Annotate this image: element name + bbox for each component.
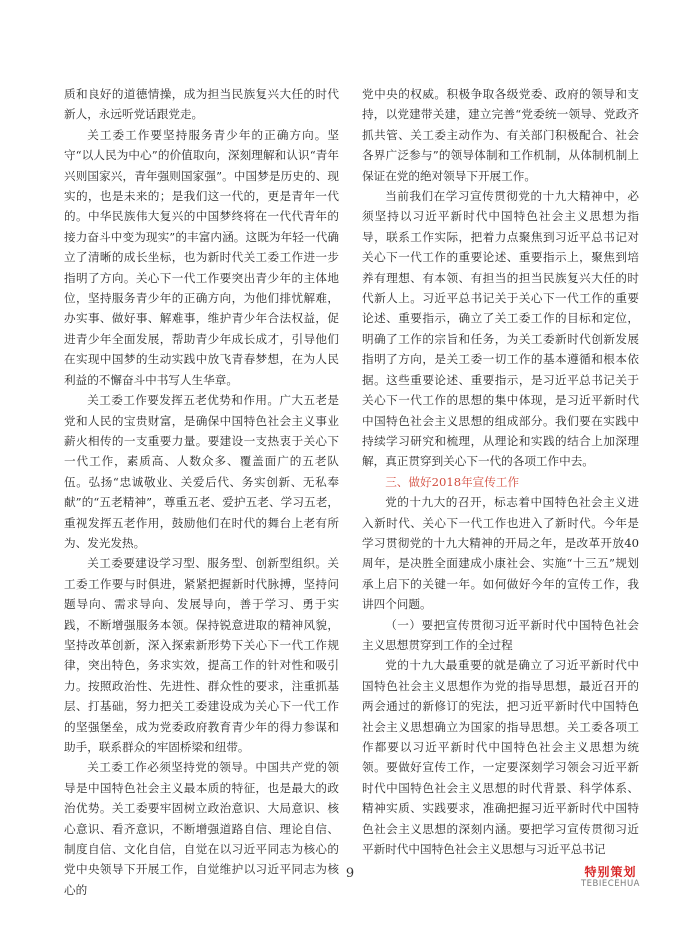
paragraph-new-era: 党的十九大的召开，标志着中国特色社会主义进入新时代、关心下一代工作也进入了新时代。今年是学习贯彻党的十九大精神的开局之年，是改革开放40周年，是决胜全面建成小康社会、实施“十三五”规划承上启下的关键一年。如何做好今年的宣传工作，我讲四个问题。: [362, 495, 639, 612]
paragraph-continued-right: 党中央的权威。积极争取各级党委、政府的领导和支持，以党建带关建，建立完善“党委统一领导、党政齐抓共管、关工委主动作为、有关部门积极配合、社会各界广泛参与”的领导体制和工作机制，从体制机制上保证在党的绝对领导下开展工作。: [362, 87, 639, 183]
brand-title: 特别策划: [584, 865, 637, 879]
paragraph-nineteenth-congress: 党的十九大最重要的就是确立了习近平新时代中国特色社会主义思想作为党的指导思想，最近召开的两会通过的新修订的宪法，把习近平新时代中国特色社会主义思想确立为国家的指导思想。关工委各项工作都要以习近平新时代中国特色社会主义思想为统领。要做好宣传工作，一定要深刻学习领会习近平新时代中国特色社会主义思想的时代背景、科学体系、精神实质、实践要求，准确把握习近平新时代中国特色社会主义思想的深刻内涵。要把学习宣传贯彻习近平新时代中国特色社会主义思想与习近平总书记: [362, 658, 639, 857]
brand-subtitle: TEBIECEHUA: [580, 879, 640, 889]
paragraph-organization: 关工委要建设学习型、服务型、创新型组织。关工委工作要与时俱进，紧紧把握新时代脉搏，坚持问题导向、需求导向、发展导向，善于学习、勇于实践，不断增强服务本领。保持锐意进取的精神风貌，坚持改革创新，深入探索新形势下关心下一代工作规律，突出特色，务求实效，提高工作的针对性和吸引力。按照政治性、先进性、群众性的要求，注重抓基层、打基础，努力把关工委建设成为关心下一代工作的坚强堡垒，成为党委政府教育青少年的得力参谋和助手，联系群众的牢固桥梁和纽带。: [64, 556, 339, 754]
page-number: 9: [345, 866, 355, 881]
section-brand-logo: [581, 865, 640, 890]
section-heading: 三、做好2018年宣传工作: [385, 474, 520, 489]
paragraph-party-leadership: 关工委工作必须坚持党的领导。中国共产党的领导是中国特色社会主义最本质的特征，也是最大的政治优势。关工委要牢固树立政治意识、大局意识、核心意识、看齐意识，不断增强道路自信、理论自信、制度自信、文化自信，自觉在以习近平同志为核心的党中央领导下开展工作，自觉维护以习近平同志为核心的: [64, 760, 339, 897]
sub-heading: （一）要把宣传贯彻习近平新时代中国特色社会主义思想贯穿到工作的全过程: [362, 617, 639, 652]
paragraph-guiding-thought: 当前我们在学习宣传贯彻党的十九大精神中，必须坚持以习近平新时代中国特色社会主义思想为指导，联系工作实际，把着力点聚焦到习近平总书记对关心下一代工作的重要论述、重要指示上，聚焦到培养有理想、有本领、有担当的担当民族复兴大任的时代新人上。习近平总书记关于关心下一代工作的重要论述、重要指示，确立了关工委工作的目标和定位，明确了工作的宗旨和任务，为关工委新时代创新发展指明了方向，是关工委一切工作的基本遵循和根本依据。这些重要论述、重要指示，是习近平总书记关于关心下一代工作的思想的集中体现，是习近平新时代中国特色社会主义思想的组成部分。我们要在实践中持续学习研究和梳理，从理论和实践的结合上加深理解，真正贯穿到关心下一代的各项工作中去。: [362, 189, 639, 469]
left-column: [64, 84, 339, 900]
paragraph-continued: 质和良好的道德情操，成为担当民族复兴大任的时代新人，永远听党话跟党走。: [64, 87, 339, 122]
right-column: [362, 84, 639, 859]
paragraph-five-elders: 关工委工作要发挥五老优势和作用。广大五老是党和人民的宝贵财富，是确保中国特色社会主义事业薪火相传的一支重要力量。要建设一支热衷于关心下一代工作，素质高、人数众多、覆盖面广的五老队伍。弘扬“忠诚敬业、关爱后代、务实创新、无私奉献”的“五老精神”，尊重五老、爱护五老、学习五老，重视发挥五老作用，鼓励他们在时代的舞台上老有所为、发光发热。: [64, 393, 339, 550]
paragraph-serve-youth: 关工委工作要坚持服务青少年的正确方向。坚守“以人民为中心”的价值取向，深刻理解和认识“青年兴则国家兴，青年强则国家强”。中国梦是历史的、现实的，也是未来的；是我们这一代的，更是青年一代的。中华民族伟大复兴的中国梦终将在一代代青年的接力奋斗中变为现实”的丰富内涵。这既为年轻一代确立了清晰的成长坐标，也为新时代关工委工作进一步指明了方向。关心下一代工作要突出青少年的主体地位，坚持服务青少年的正确方向，为他们排忧解难，办实事、做好事、解难事，维护青少年合法权益，促进青少年全面发展，帮助青少年成长成才，引导他们在实现中国梦的生动实践中放飞青春梦想，在为人民利益的不懈奋斗中书写人生华章。: [64, 127, 339, 387]
